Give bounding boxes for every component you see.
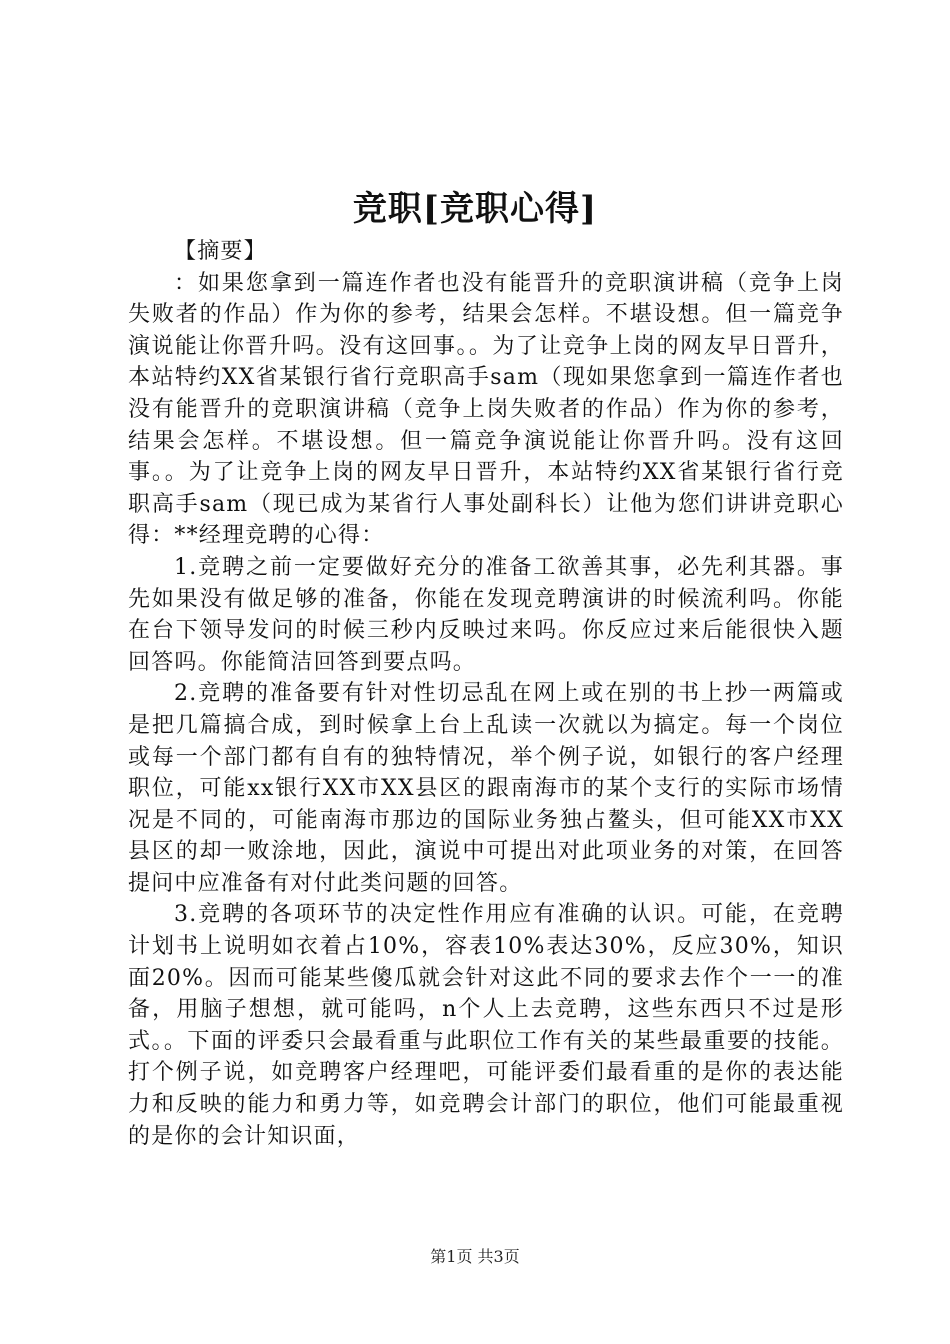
- abstract-label: 【摘要】: [174, 239, 267, 264]
- page-footer: 第1页 共3页: [430, 1247, 520, 1266]
- document-body: [128, 236, 844, 1152]
- paragraph-point-2: 2.竞聘的准备要有针对性切忌乱在网上或在别的书上抄一两篇或是把几篇搞合成，到时候拿上台上乱读一次就以为搞定。每一个岗位或每一个部门都有自有的独特情况，举个例子说，如银行的客户经理职位，可能xx银行XX市XX县区的跟南海市的某个支行的实际市场情况是不同的，可能南海市那边的国际业务独占鳌头，但可能XX市XX县区的却一败涂地，因此，演说中可提出对此项业务的对策，在回答提问中应准备有对付此类问题的回答。: [128, 681, 844, 896]
- paragraph-point-3: 3.竞聘的各项环节的决定性作用应有准确的认识。可能，在竞聘计划书上说明如衣着占10%，容表10%表达30%，反应30%，知识面20%。因而可能某些傻瓜就会针对这此不同的要求去作个一一的准备，用脑子想想，就可能吗，n个人上去竞聘，这些东西只不过是形式。。下面的评委只会最看重与此职位工作有关的某些最重要的技能。打个例子说，如竞聘客户经理吧，可能评委们最看重的是你的表达能力和反映的能力和勇力等，如竞聘会计部门的职位，他们可能最重视的是你的会计知识面，: [128, 902, 844, 1149]
- paragraph-abstract: ：如果您拿到一篇连作者也没有能晋升的竞职演讲稿（竞争上岗失败者的作品）作为你的参考，结果会怎样。不堪设想。但一篇竞争演说能让你晋升吗。没有这回事。。为了让竞争上岗的网友早日晋升，本站特约XX省某银行省行竞职高手sam（现如果您拿到一篇连作者也没有能晋升的竞职演讲稿（竞争上岗失败者的作品）作为你的参考，结果会怎样。不堪设想。但一篇竞争演说能让你晋升吗。没有这回事。。为了让竞争上岗的网友早日晋升，本站特约XX省某银行省行竞职高手sam（现已成为某省行人事处副科长）让他为您们讲讲竞职心得：**经理竞聘的心得：: [128, 270, 844, 549]
- paragraph-point-1: 1.竞聘之前一定要做好充分的准备工欲善其事，必先利其器。事先如果没有做足够的准备，你能在发现竞聘演讲的时候流利吗。你能在台下领导发问的时候三秒内反映过来吗。你反应过来后能很快入题回答吗。你能简洁回答到要点吗。: [128, 554, 844, 675]
- document-title: 竞职[竞职心得]: [352, 189, 598, 229]
